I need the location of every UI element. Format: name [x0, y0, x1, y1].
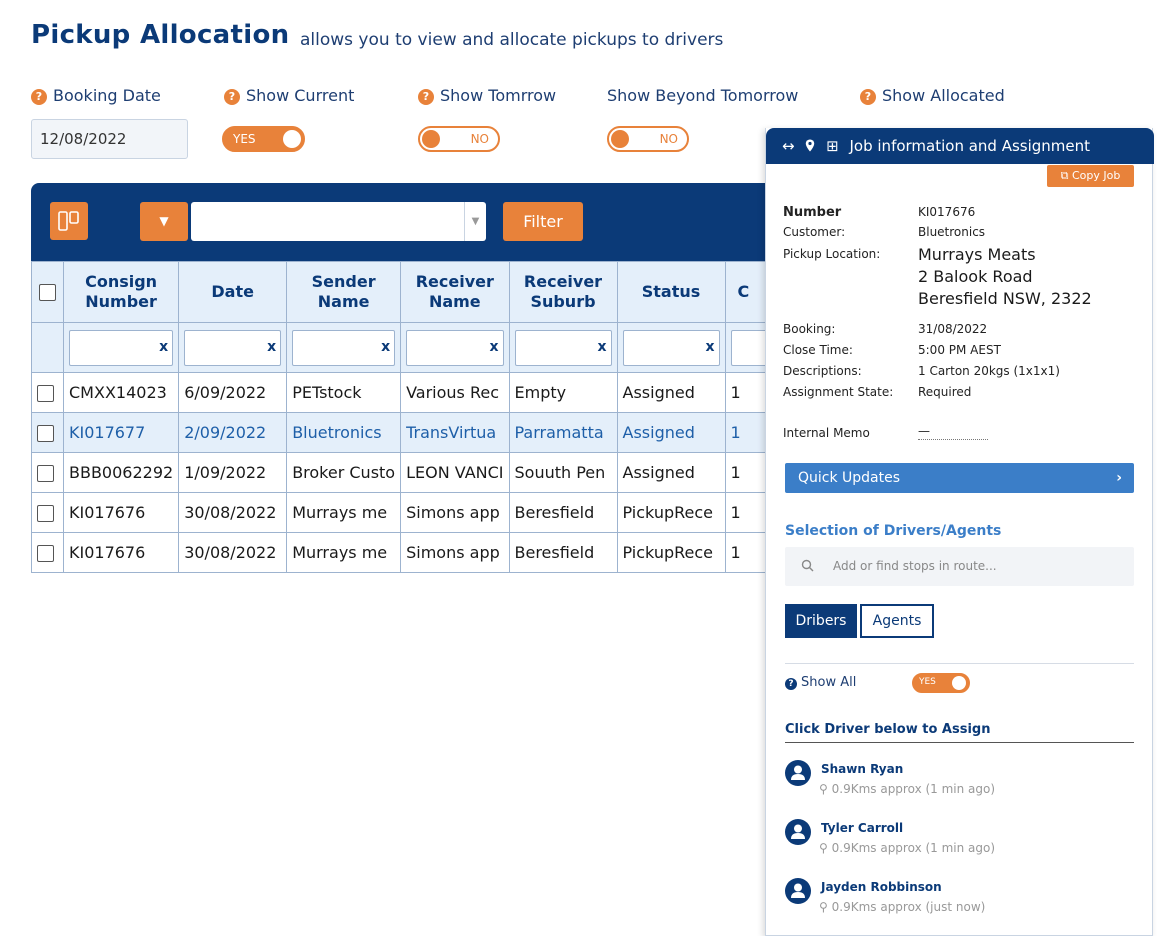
stop-search-input[interactable]: Add or find stops in route...	[785, 547, 1134, 586]
number-value: KI017676	[918, 205, 976, 219]
close-time-label: Close Time:	[783, 343, 853, 357]
booking-date-input[interactable]	[31, 119, 188, 159]
internal-memo-label: Internal Memo	[783, 426, 870, 440]
tab-drivers[interactable]: Dribers	[785, 604, 857, 638]
table-cell: Assigned	[617, 373, 725, 413]
show-beyond-tomorrow-label: Show Beyond Tomorrow	[607, 86, 799, 105]
selection-title: Selection of Drivers/Agents	[785, 523, 1002, 539]
avatar	[785, 760, 811, 786]
pickup-location-line1: Murrays Meats	[918, 245, 1036, 264]
assignment-state-label: Assignment State:	[783, 385, 894, 399]
column-header[interactable]: Status	[617, 262, 725, 323]
table-cell: PETstock	[287, 373, 401, 413]
driver-name: Shawn Ryan	[821, 762, 904, 776]
pickup-table-panel	[31, 183, 791, 598]
location-pin-icon: ⚲	[819, 841, 828, 855]
table-cell: Murrays me	[287, 533, 401, 573]
driver-meta: ⚲ 0.9Kms approx (just now)	[819, 900, 986, 914]
table-cell: Various Rec	[401, 373, 509, 413]
clear-icon[interactable]: x	[597, 338, 607, 355]
grid-icon[interactable]: ⊞	[826, 137, 839, 155]
clear-icon[interactable]: x	[489, 338, 499, 355]
copy-icon: ⧉	[1060, 169, 1069, 182]
pickup-location-line3: Beresfield NSW, 2322	[918, 289, 1092, 308]
table-cell: 1	[725, 533, 785, 573]
help-icon[interactable]: ?	[418, 89, 434, 105]
table-cell: 6/09/2022	[179, 373, 287, 413]
tab-agents[interactable]: Agents	[860, 604, 934, 638]
resize-icon[interactable]: ↔	[782, 137, 795, 155]
booking-value: 31/08/2022	[918, 322, 988, 336]
row-checkbox[interactable]	[37, 385, 54, 402]
column-header[interactable]: Sender Name	[287, 262, 401, 323]
column-filter-input[interactable]	[623, 330, 720, 366]
table-row[interactable]	[32, 493, 786, 533]
descriptions-label: Descriptions:	[783, 364, 862, 378]
column-filter-input[interactable]	[69, 330, 173, 366]
table-cell: Simons app	[401, 533, 509, 573]
location-pin-icon	[805, 139, 815, 152]
location-pin-icon: ⚲	[819, 900, 828, 914]
number-label: Number	[783, 205, 842, 220]
column-header[interactable]: Receiver Name	[401, 262, 509, 323]
row-checkbox[interactable]	[37, 465, 54, 482]
column-filter-row	[32, 323, 786, 373]
clear-icon[interactable]: x	[159, 338, 169, 355]
table-cell: 1	[725, 413, 785, 453]
table-cell: KI017676	[64, 493, 179, 533]
clear-icon[interactable]: x	[381, 338, 391, 355]
driver-meta: ⚲ 0.9Kms approx (1 min ago)	[819, 841, 996, 855]
row-checkbox[interactable]	[37, 545, 54, 562]
column-filter-input[interactable]	[406, 330, 503, 366]
table-cell: Empty	[509, 373, 617, 413]
search-icon	[801, 547, 814, 586]
chevron-down-icon: ▼	[159, 214, 169, 228]
driver-meta: ⚲ 0.9Kms approx (1 min ago)	[819, 782, 996, 796]
select-all-cell	[32, 262, 64, 323]
columns-icon	[50, 202, 88, 240]
assignment-state-value: Required	[918, 385, 972, 399]
pickup-location-label: Pickup Location:	[783, 247, 881, 261]
click-driver-label: Click Driver below to Assign	[785, 722, 991, 737]
filter-field-dropdown[interactable]	[140, 202, 188, 241]
help-icon[interactable]: ?	[860, 89, 876, 105]
table-header-row	[32, 262, 786, 323]
help-icon[interactable]: ?	[785, 678, 797, 690]
table-cell: Murrays me	[287, 493, 401, 533]
user-icon	[785, 819, 811, 845]
show-beyond-tomorrow-toggle[interactable]: NO	[607, 126, 689, 152]
table-cell: Beresfield	[509, 493, 617, 533]
column-filter-input[interactable]	[515, 330, 612, 366]
table-cell: Assigned	[617, 453, 725, 493]
internal-memo-field[interactable]: —	[918, 424, 988, 440]
column-filter-input[interactable]	[184, 330, 281, 366]
user-icon	[785, 878, 811, 904]
column-filter-input[interactable]	[292, 330, 395, 366]
customer-value: Bluetronics	[918, 225, 986, 239]
descriptions-value: 1 Carton 20kgs (1x1x1)	[918, 364, 1060, 378]
clear-icon[interactable]: x	[267, 338, 277, 355]
filter-value-input[interactable]	[191, 202, 486, 241]
pickup-location-line2: 2 Balook Road	[918, 267, 1033, 286]
table-cell: 1/09/2022	[179, 453, 287, 493]
column-header[interactable]: Date	[179, 262, 287, 323]
driver-name: Jayden Robbinson	[821, 880, 942, 894]
columns-toggle-button[interactable]	[50, 202, 88, 240]
avatar	[785, 819, 811, 845]
table-cell: Parramatta	[509, 413, 617, 453]
table-cell: Assigned	[617, 413, 725, 453]
table-cell: 1	[725, 373, 785, 413]
select-all-checkbox[interactable]	[39, 284, 56, 301]
booking-date-label: ? Booking Date	[31, 86, 161, 105]
table-cell: Souuth Pen	[509, 453, 617, 493]
job-info-panel	[765, 128, 1153, 936]
table-row[interactable]	[32, 453, 786, 493]
table-cell: BBB0062292	[64, 453, 179, 493]
table-cell: Beresfield	[509, 533, 617, 573]
quick-updates-button[interactable]: Quick Updates ›	[785, 463, 1134, 493]
page-subtitle: allows you to view and allocate pickups to drivers	[300, 30, 724, 50]
help-icon[interactable]: ?	[31, 89, 47, 105]
column-header[interactable]: C	[725, 262, 785, 323]
copy-job-button[interactable]: ⧉ Copy Job	[1047, 165, 1134, 187]
column-header[interactable]: Receiver Suburb	[509, 262, 617, 323]
show-tomorrow-toggle[interactable]: NO	[418, 126, 500, 152]
column-header[interactable]: Consign Number	[64, 262, 179, 323]
row-checkbox[interactable]	[37, 505, 54, 522]
table-cell: KI017676	[64, 533, 179, 573]
help-icon[interactable]: ?	[224, 89, 240, 105]
show-all-toggle[interactable]: YES	[912, 673, 970, 693]
table-cell: 2/09/2022	[179, 413, 287, 453]
table-cell: Simons app	[401, 493, 509, 533]
show-current-toggle[interactable]: YES	[222, 126, 305, 152]
table-cell: 1	[725, 493, 785, 533]
table-cell: 30/08/2022	[179, 533, 287, 573]
divider	[785, 663, 1134, 664]
table-cell: PickupRece	[617, 533, 725, 573]
page-title: Pickup Allocation	[31, 20, 290, 50]
filter-button[interactable]: Filter	[503, 202, 583, 241]
table-cell: Broker Custo	[287, 453, 401, 493]
show-all-label: ? Show All	[785, 675, 856, 690]
driver-name: Tyler Carroll	[821, 821, 904, 835]
table-row[interactable]	[32, 533, 786, 573]
show-tomorrow-label: ? Show Tomrrow	[418, 86, 556, 105]
table-cell: Bluetronics	[287, 413, 401, 453]
show-allocated-label: ? Show Allocated	[860, 86, 1005, 105]
location-pin-icon: ⚲	[819, 782, 828, 796]
customer-label: Customer:	[783, 225, 846, 239]
avatar	[785, 878, 811, 904]
table-row[interactable]	[32, 413, 786, 453]
chevron-right-icon: ›	[1116, 470, 1122, 486]
user-icon	[785, 760, 811, 786]
table-cell: 1	[725, 453, 785, 493]
divider	[785, 742, 1134, 743]
row-checkbox[interactable]	[37, 425, 54, 442]
job-info-header: ↔ ⊞ Job information and Assignment	[766, 128, 1154, 164]
table-cell: KI017677	[64, 413, 179, 453]
booking-label: Booking:	[783, 322, 836, 336]
table-cell: CMXX14023	[64, 373, 179, 413]
table-cell: PickupRece	[617, 493, 725, 533]
clear-icon[interactable]: x	[705, 338, 715, 355]
close-time-value: 5:00 PM AEST	[918, 343, 1001, 357]
pickup-table	[31, 261, 786, 598]
table-row[interactable]	[32, 373, 786, 413]
table-cell: TransVirtua	[401, 413, 509, 453]
show-current-label: ? Show Current	[224, 86, 354, 105]
table-cell: 30/08/2022	[179, 493, 287, 533]
table-cell: LEON VANCI	[401, 453, 509, 493]
chevron-down-icon[interactable]: ▼	[464, 202, 486, 241]
